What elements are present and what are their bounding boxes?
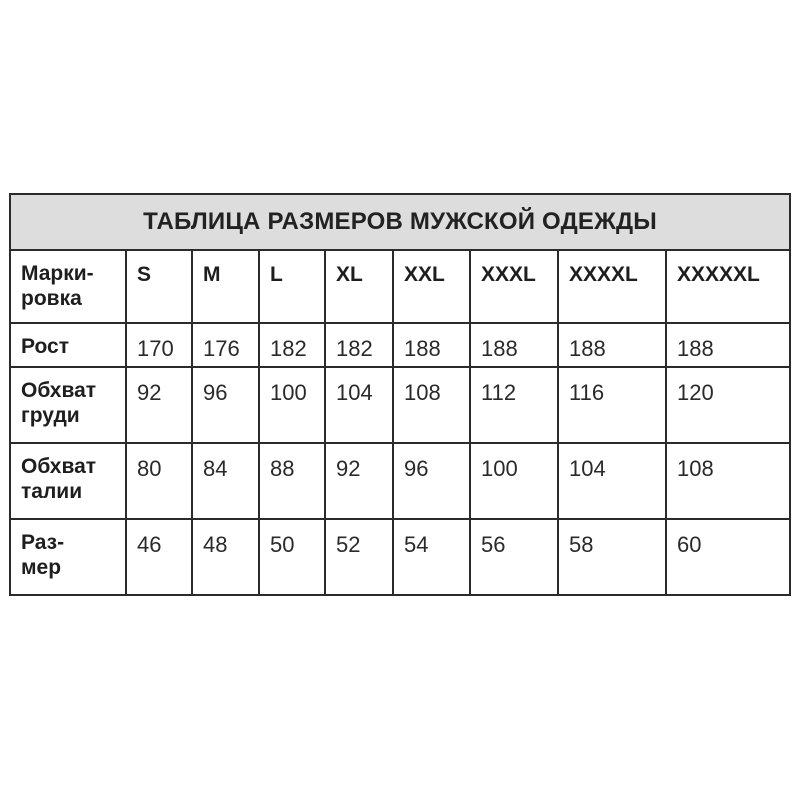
table-title: ТАБЛИЦА РАЗМЕРОВ МУЖСКОЙ ОДЕЖДЫ <box>10 194 790 250</box>
size-header-xxxxl: XXXXL <box>558 250 666 323</box>
table-row-size <box>10 519 790 595</box>
table-cell: 112 <box>470 367 558 443</box>
table-cell: 108 <box>666 443 790 519</box>
size-header-xl: XL <box>325 250 393 323</box>
row-label: Обхват груди <box>10 367 126 443</box>
table-cell: 188 <box>470 323 558 367</box>
table-cell: 188 <box>666 323 790 367</box>
table-row-height <box>10 323 790 367</box>
row-label: Раз- мер <box>10 519 126 595</box>
table-cell: 56 <box>470 519 558 595</box>
table-cell: 104 <box>325 367 393 443</box>
table-cell: 182 <box>325 323 393 367</box>
size-chart-table <box>9 193 791 596</box>
size-header-xxxl: XXXL <box>470 250 558 323</box>
table-cell: 100 <box>259 367 325 443</box>
table-cell: 48 <box>192 519 259 595</box>
marking-label: Марки- ровка <box>10 250 126 323</box>
table-cell: 120 <box>666 367 790 443</box>
row-label: Обхват талии <box>10 443 126 519</box>
table-cell: 96 <box>393 443 470 519</box>
table-cell: 170 <box>126 323 192 367</box>
size-header-l: L <box>259 250 325 323</box>
table-cell: 182 <box>259 323 325 367</box>
table-cell: 60 <box>666 519 790 595</box>
table-cell: 58 <box>558 519 666 595</box>
table-cell: 92 <box>126 367 192 443</box>
table-row-chest <box>10 367 790 443</box>
table-cell: 176 <box>192 323 259 367</box>
row-label: Рост <box>10 323 126 367</box>
table-cell: 96 <box>192 367 259 443</box>
table-cell: 100 <box>470 443 558 519</box>
size-header-xxxxxl: XXXXXL <box>666 250 790 323</box>
table-cell: 50 <box>259 519 325 595</box>
table-cell: 54 <box>393 519 470 595</box>
table-cell: 104 <box>558 443 666 519</box>
title-row <box>10 194 790 250</box>
table-cell: 188 <box>558 323 666 367</box>
size-header-xxl: XXL <box>393 250 470 323</box>
table-cell: 88 <box>259 443 325 519</box>
table-cell: 46 <box>126 519 192 595</box>
table-row-waist <box>10 443 790 519</box>
size-header-s: S <box>126 250 192 323</box>
table-cell: 92 <box>325 443 393 519</box>
table-cell: 80 <box>126 443 192 519</box>
header-row <box>10 250 790 323</box>
table-cell: 84 <box>192 443 259 519</box>
table-cell: 188 <box>393 323 470 367</box>
table-cell: 108 <box>393 367 470 443</box>
table-cell: 52 <box>325 519 393 595</box>
table-cell: 116 <box>558 367 666 443</box>
size-header-m: M <box>192 250 259 323</box>
